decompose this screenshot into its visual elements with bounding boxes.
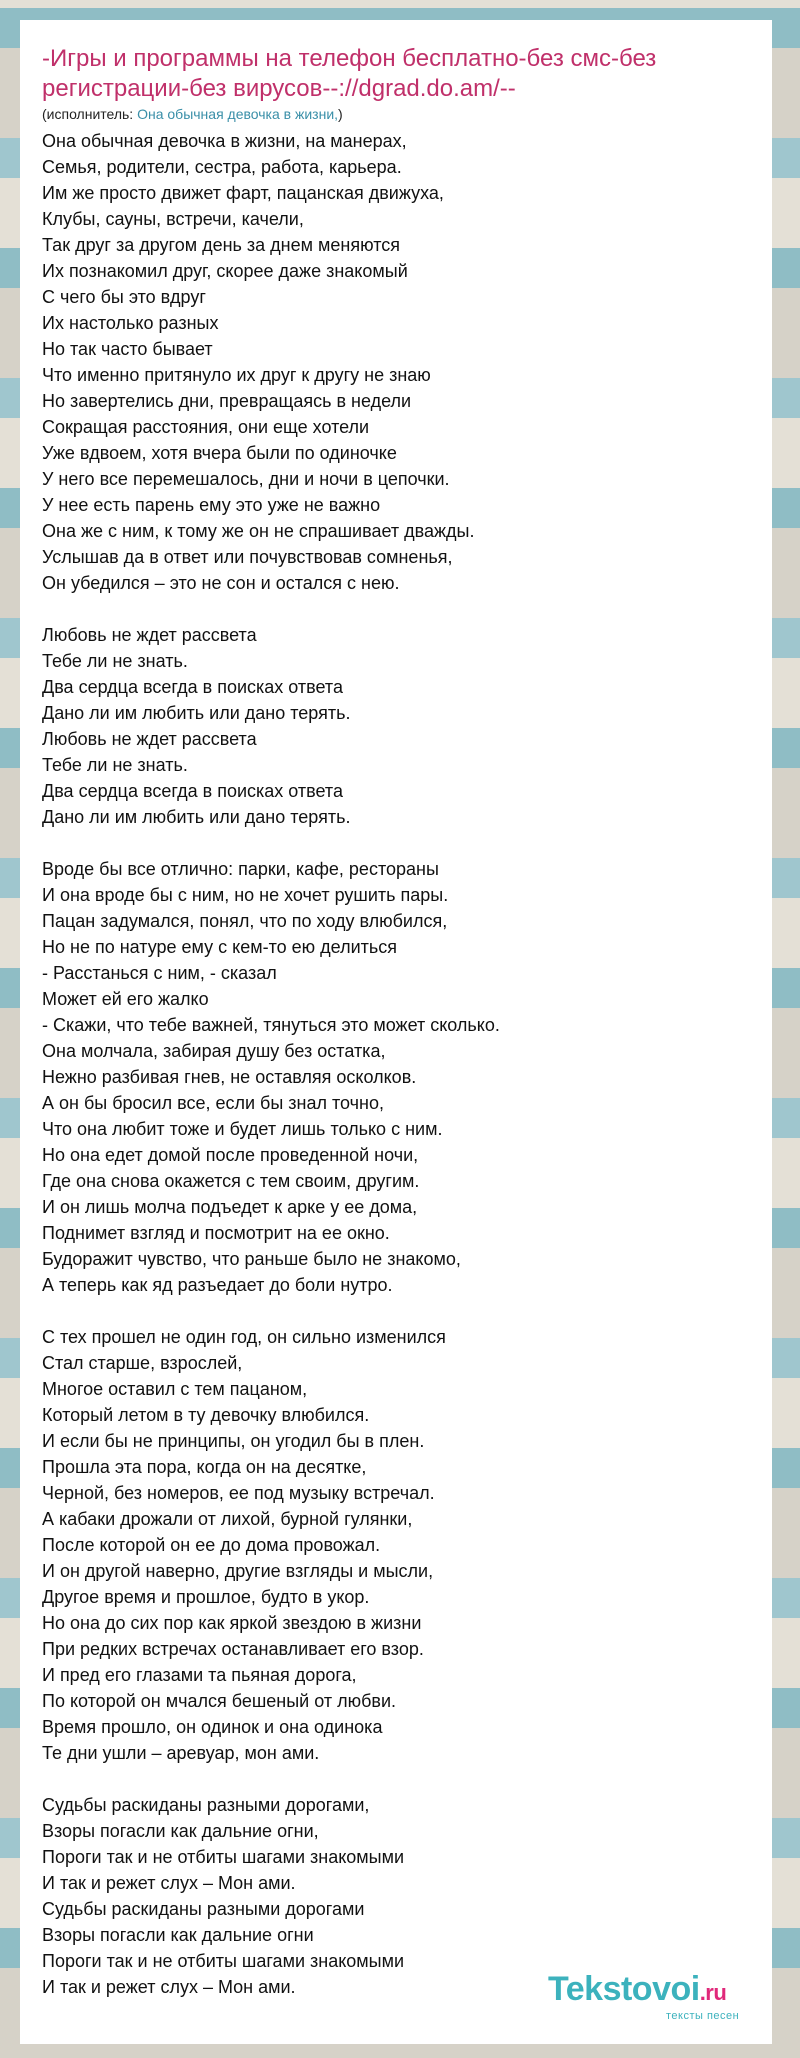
lyric-line: Она обычная девочка в жизни, на манерах, (42, 131, 407, 151)
lyric-line: И пред его глазами та пьяная дорога, (42, 1665, 357, 1685)
lyric-line: Взоры погасли как дальние огни, (42, 1821, 319, 1841)
lyric-line: Два сердца всегда в поисках ответа (42, 677, 343, 697)
lyric-line: Взоры погасли как дальние огни (42, 1925, 314, 1945)
lyric-line: И так и режет слух – Мон ами. (42, 1873, 296, 1893)
lyric-line: Их настолько разных (42, 313, 219, 333)
logo-name: Tekstovoi (548, 1970, 700, 2008)
logo-wordmark (548, 1970, 726, 2009)
lyric-line: Нежно разбивая гнев, не оставляя осколков. (42, 1067, 417, 1087)
lyric-line: И он лишь молча подъедет к арке у ее дома, (42, 1197, 418, 1217)
logo-tagline: тексты песен (666, 2010, 740, 2022)
lyric-line: А кабаки дрожали от лихой, бурной гулянки, (42, 1509, 413, 1529)
artist-line (42, 106, 343, 122)
lyric-line: Тебе ли не знать. (42, 651, 188, 671)
lyric-line: А теперь как яд разъедает до боли нутро. (42, 1275, 393, 1295)
lyric-line: Любовь не ждет рассвета (42, 625, 257, 645)
artist-link[interactable]: Она обычная девочка в жизни, (137, 106, 339, 122)
lyric-line: Будоражит чувство, что раньше было не знакомо, (42, 1249, 461, 1269)
lyric-line: Но завертелись дни, превращаясь в недели (42, 391, 412, 411)
logo-tld: .ru (699, 1980, 727, 2005)
lyrics-body (42, 128, 762, 2026)
lyric-line: Те дни ушли – аревуар, мон ами. (42, 1743, 320, 1763)
lyric-line: Что именно притянуло их друг к другу не знаю (42, 365, 431, 385)
lyric-line: Стал старше, взрослей, (42, 1353, 243, 1373)
lyric-line: Так друг за другом день за днем меняются (42, 235, 400, 255)
lyric-line: Уже вдвоем, хотя вчера были по одиночке (42, 443, 397, 463)
site-logo[interactable] (548, 1970, 778, 2030)
lyric-line: Другое время и прошлое, будто в укор. (42, 1587, 370, 1607)
lyric-line: Многое оставил с тем пацаном, (42, 1379, 308, 1399)
lyric-line: Любовь не ждет рассвета (42, 729, 257, 749)
lyric-line: А он бы бросил все, если бы знал точно, (42, 1093, 384, 1113)
lyric-line: С чего бы это вдруг (42, 287, 206, 307)
lyric-line: Судьбы раскиданы разными дорогами, (42, 1795, 370, 1815)
lyric-line: Судьбы раскиданы разными дорогами (42, 1899, 365, 1919)
page-sheet (20, 20, 772, 2044)
lyric-line: Он убедился – это не сон и остался с нею. (42, 573, 400, 593)
lyric-line: С тех прошел не один год, он сильно изменился (42, 1327, 446, 1347)
lyric-line: И так и режет слух – Мон ами. (42, 1977, 296, 1997)
lyrics-stanza (42, 128, 762, 596)
lyric-line: Пороги так и не отбиты шагами знакомыми (42, 1847, 405, 1867)
lyric-line: Услышав да в ответ или почувствовав сомненья, (42, 547, 453, 567)
lyric-line: Который летом в ту девочку влюбился. (42, 1405, 370, 1425)
lyric-line: У него все перемешалось, дни и ночи в цепочки. (42, 469, 450, 489)
lyric-line: Сокращая расстояния, они еще хотели (42, 417, 370, 437)
artist-prefix: (исполнитель: (42, 106, 138, 122)
lyric-line: Черной, без номеров, ее под музыку встречал. (42, 1483, 435, 1503)
lyric-line: Дано ли им любить или дано терять. (42, 703, 351, 723)
lyric-line: Но она до сих пор как яркой звездою в жизни (42, 1613, 422, 1633)
lyrics-stanza (42, 622, 762, 830)
lyric-line: Что она любит тоже и будет лишь только с ним. (42, 1119, 443, 1139)
lyrics-stanza (42, 1324, 762, 1766)
lyric-line: Время прошло, он одинок и она одинока (42, 1717, 383, 1737)
lyric-line: Поднимет взгляд и посмотрит на ее окно. (42, 1223, 390, 1243)
lyric-line: - Скажи, что тебе важней, тянуться это может сколько. (42, 1015, 500, 1035)
lyric-line: Их познакомил друг, скорее даже знакомый (42, 261, 408, 281)
lyric-line: Может ей его жалко (42, 989, 209, 1009)
lyric-line: Где она снова окажется с тем своим, другим. (42, 1171, 420, 1191)
lyric-line: Но она едет домой после проведенной ночи, (42, 1145, 419, 1165)
lyric-line: Пороги так и не отбиты шагами знакомыми (42, 1951, 405, 1971)
lyric-line: При редких встречах останавливает его взор. (42, 1639, 424, 1659)
lyric-line: Но так часто бывает (42, 339, 213, 359)
lyric-line: Им же просто движет фарт, пацанская движуха, (42, 183, 444, 203)
artist-suffix: ) (338, 106, 343, 122)
lyric-line: Вроде бы все отлично: парки, кафе, рестораны (42, 859, 439, 879)
lyric-line: Она же с ним, к тому же он не спрашивает дважды. (42, 521, 475, 541)
lyric-line: Прошла эта пора, когда он на десятке, (42, 1457, 367, 1477)
lyric-line: Пацан задумался, понял, что по ходу влюбился, (42, 911, 448, 931)
lyric-line: После которой он ее до дома провожал. (42, 1535, 381, 1555)
page-title: -Игры и программы на телефон бесплатно-без смс-без регистрации-без вирусов--://dgrad.do.am/-- (42, 45, 657, 102)
lyric-line: У нее есть парень ему это уже не важно (42, 495, 381, 515)
lyric-line: Она молчала, забирая душу без остатка, (42, 1041, 386, 1061)
lyric-line: Семья, родители, сестра, работа, карьера. (42, 157, 402, 177)
lyric-line: И если бы не принципы, он угодил бы в плен. (42, 1431, 425, 1451)
lyrics-stanza (42, 856, 762, 1298)
lyric-line: - Расстанься с ним, - сказал (42, 963, 277, 983)
lyric-line: По которой он мчался бешеный от любви. (42, 1691, 397, 1711)
lyric-line: Клубы, сауны, встречи, качели, (42, 209, 304, 229)
lyric-line: И он другой наверно, другие взгляды и мысли, (42, 1561, 434, 1581)
lyric-line: И она вроде бы с ним, но не хочет рушить пары. (42, 885, 449, 905)
lyric-line: Но не по натуре ему с кем-то ею делиться (42, 937, 397, 957)
lyrics-stanza (42, 1792, 762, 2000)
lyric-line: Тебе ли не знать. (42, 755, 188, 775)
lyric-line: Два сердца всегда в поисках ответа (42, 781, 343, 801)
lyric-line: Дано ли им любить или дано терять. (42, 807, 351, 827)
